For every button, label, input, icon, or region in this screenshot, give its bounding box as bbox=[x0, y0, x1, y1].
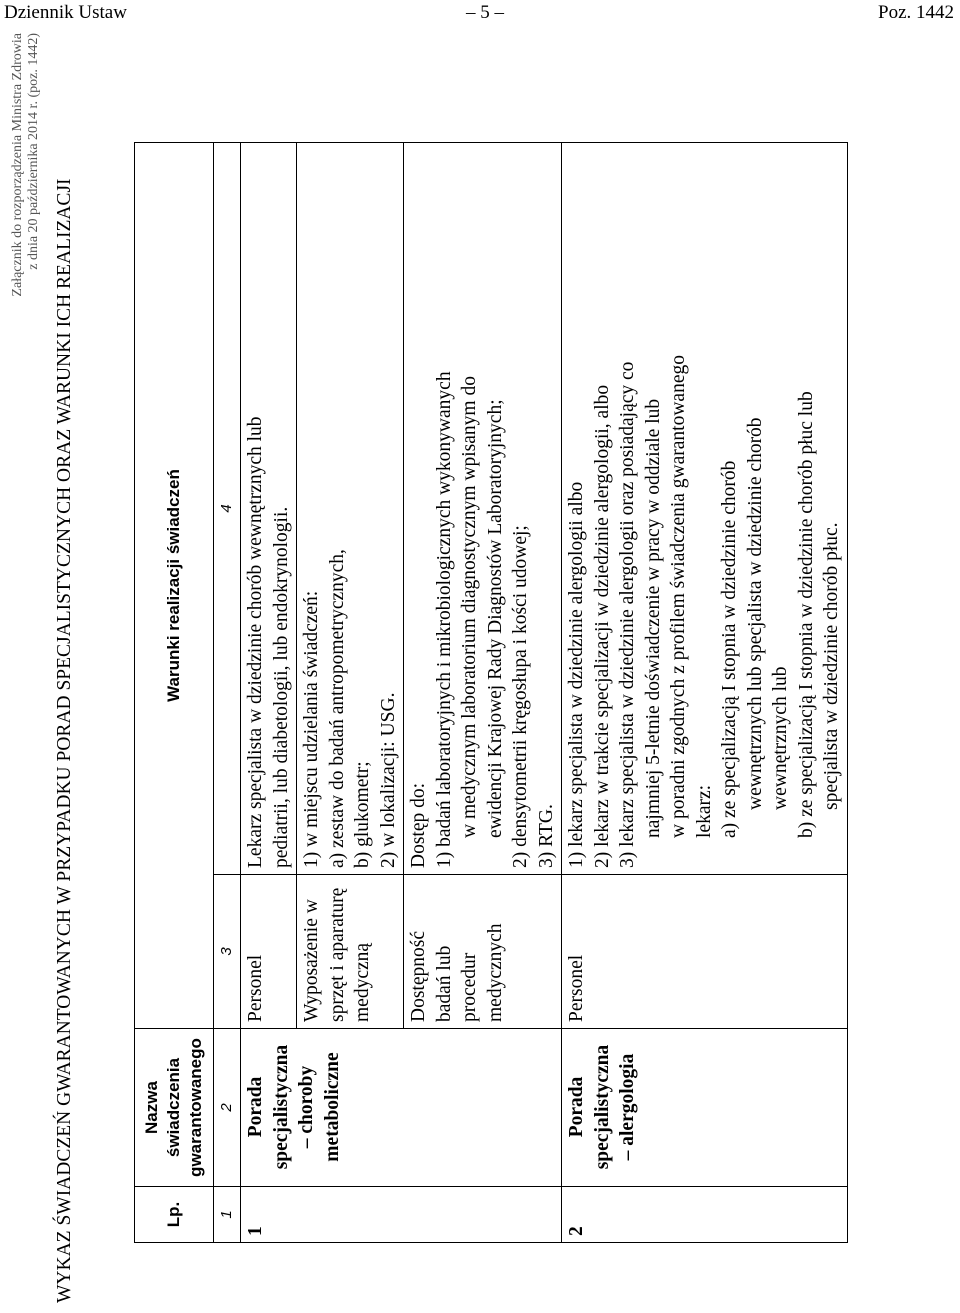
section-content bbox=[241, 143, 297, 875]
content-line: 1) lekarz specjalista w dziedzinie alergologii albo bbox=[566, 481, 587, 868]
content-line: wewnętrznych lub specjalista w dziedzinie chorób bbox=[744, 417, 766, 810]
table-header-row bbox=[135, 143, 214, 1243]
content-line: Dostęp do: bbox=[408, 782, 429, 868]
content-line: 3) RTG. bbox=[535, 804, 557, 868]
service-name-line: specjalistyczna bbox=[270, 1044, 292, 1170]
service-name bbox=[241, 1029, 562, 1187]
content-line: 2) densytometrii kręgosłupa i kości udowej; bbox=[510, 525, 531, 868]
annex-note bbox=[10, 33, 42, 408]
position-number: Poz. 1442 bbox=[878, 2, 954, 23]
content-line: a) ze specjalizacją I stopnia w dziedzinie chorób bbox=[719, 460, 740, 838]
annex-line-2: z dnia 20 października 2014 r. (poz. 1442) bbox=[26, 33, 41, 270]
services-table bbox=[134, 142, 848, 1243]
column-number: 4 bbox=[214, 143, 241, 875]
service-name bbox=[562, 1029, 848, 1187]
column-number: 3 bbox=[214, 875, 241, 1029]
content-line: 2) lekarz w trakcie specjalizacji w dziedzinie alergologii, albo bbox=[591, 384, 613, 868]
annex-line-1: Załącznik do rozporządzenia Ministra Zdrowia bbox=[10, 33, 25, 297]
service-name-line: metaboliczne bbox=[321, 1052, 343, 1162]
row-lp: 1 bbox=[241, 1187, 562, 1243]
column-number: 2 bbox=[214, 1029, 241, 1187]
row-lp: 2 bbox=[562, 1187, 848, 1243]
content-line: specjalista w dziedzinie chorób płuc. bbox=[821, 522, 842, 810]
content-line: b) ze specjalizacją I stopnia w dziedzinie chorób płuc lub bbox=[795, 391, 817, 838]
header-lp: Lp. bbox=[135, 1187, 214, 1243]
document-title: WYKAZ ŚWIADCZEŃ GWARANTOWANYCH W PRZYPADKU PORAD SPECJALISTYCZNYCH ORAZ WARUNKI ICH REALIZACJI bbox=[54, 178, 75, 1303]
service-name-line: Porada bbox=[566, 1076, 587, 1138]
content-line: 3) lekarz specjalista w dziedzinie alergologii oraz posiadający co bbox=[617, 361, 638, 868]
content-line: b) glukometr; bbox=[352, 761, 373, 868]
section-label: Personel bbox=[241, 875, 297, 1029]
content-line: 1) w miejscu udzielania świadczeń: bbox=[301, 590, 322, 868]
content-line: ewidencji Krajowej Rady Diagnostów Laboratoryjnych; bbox=[484, 399, 506, 838]
section-content bbox=[562, 143, 848, 875]
service-name-line: Porada bbox=[245, 1076, 266, 1138]
journal-name: Dziennik Ustaw bbox=[4, 2, 127, 23]
content-line: a) zestaw do badań antropometrycznych, bbox=[326, 549, 348, 868]
section-label: Personel bbox=[562, 875, 848, 1029]
service-name-line: specjalistyczna bbox=[591, 1044, 613, 1170]
section-label: Wyposażenie w sprzęt i aparaturę medyczną bbox=[297, 875, 404, 1029]
section-content bbox=[404, 143, 562, 875]
content-line: w medycznym laboratorium diagnostycznym wpisanym do bbox=[459, 376, 480, 838]
service-name-line: – alergologia bbox=[617, 1053, 638, 1161]
rotated-content bbox=[10, 28, 945, 1303]
content-line: pediatrii, lub diabetologii, lub endokrynologii. bbox=[270, 506, 292, 868]
content-line: najmniej 5-letnie doświadczenie w pracy w oddziale lub bbox=[642, 398, 664, 838]
column-numbers-row bbox=[214, 143, 241, 1243]
column-number: 1 bbox=[214, 1187, 241, 1243]
header-name: Nazwa świadczenia gwarantowanego bbox=[135, 1029, 214, 1187]
content-line: wewnętrznych lub bbox=[770, 666, 791, 810]
service-name-line: – choroby bbox=[296, 1065, 317, 1149]
table-row bbox=[241, 143, 297, 1243]
section-content bbox=[297, 143, 404, 875]
section-label: Dostępność badań lub procedur medycznych bbox=[404, 875, 562, 1029]
content-line: w poradni zgodnych z profilem świadczenia gwarantowanego bbox=[668, 355, 689, 838]
header-conditions: Warunki realizacji świadczeń bbox=[135, 143, 214, 1029]
page-number: – 5 – bbox=[466, 2, 504, 23]
content-line: 2) w lokalizacji: USG. bbox=[377, 692, 399, 868]
content-line: 1) badań laboratoryjnych i mikrobiologicznych wykonywanych bbox=[433, 371, 455, 868]
table-row bbox=[562, 143, 848, 1243]
content-line: lekarz: bbox=[693, 784, 715, 838]
content-line: Lekarz specjalista w dziedzinie chorób wewnętrznych lub bbox=[245, 416, 266, 868]
